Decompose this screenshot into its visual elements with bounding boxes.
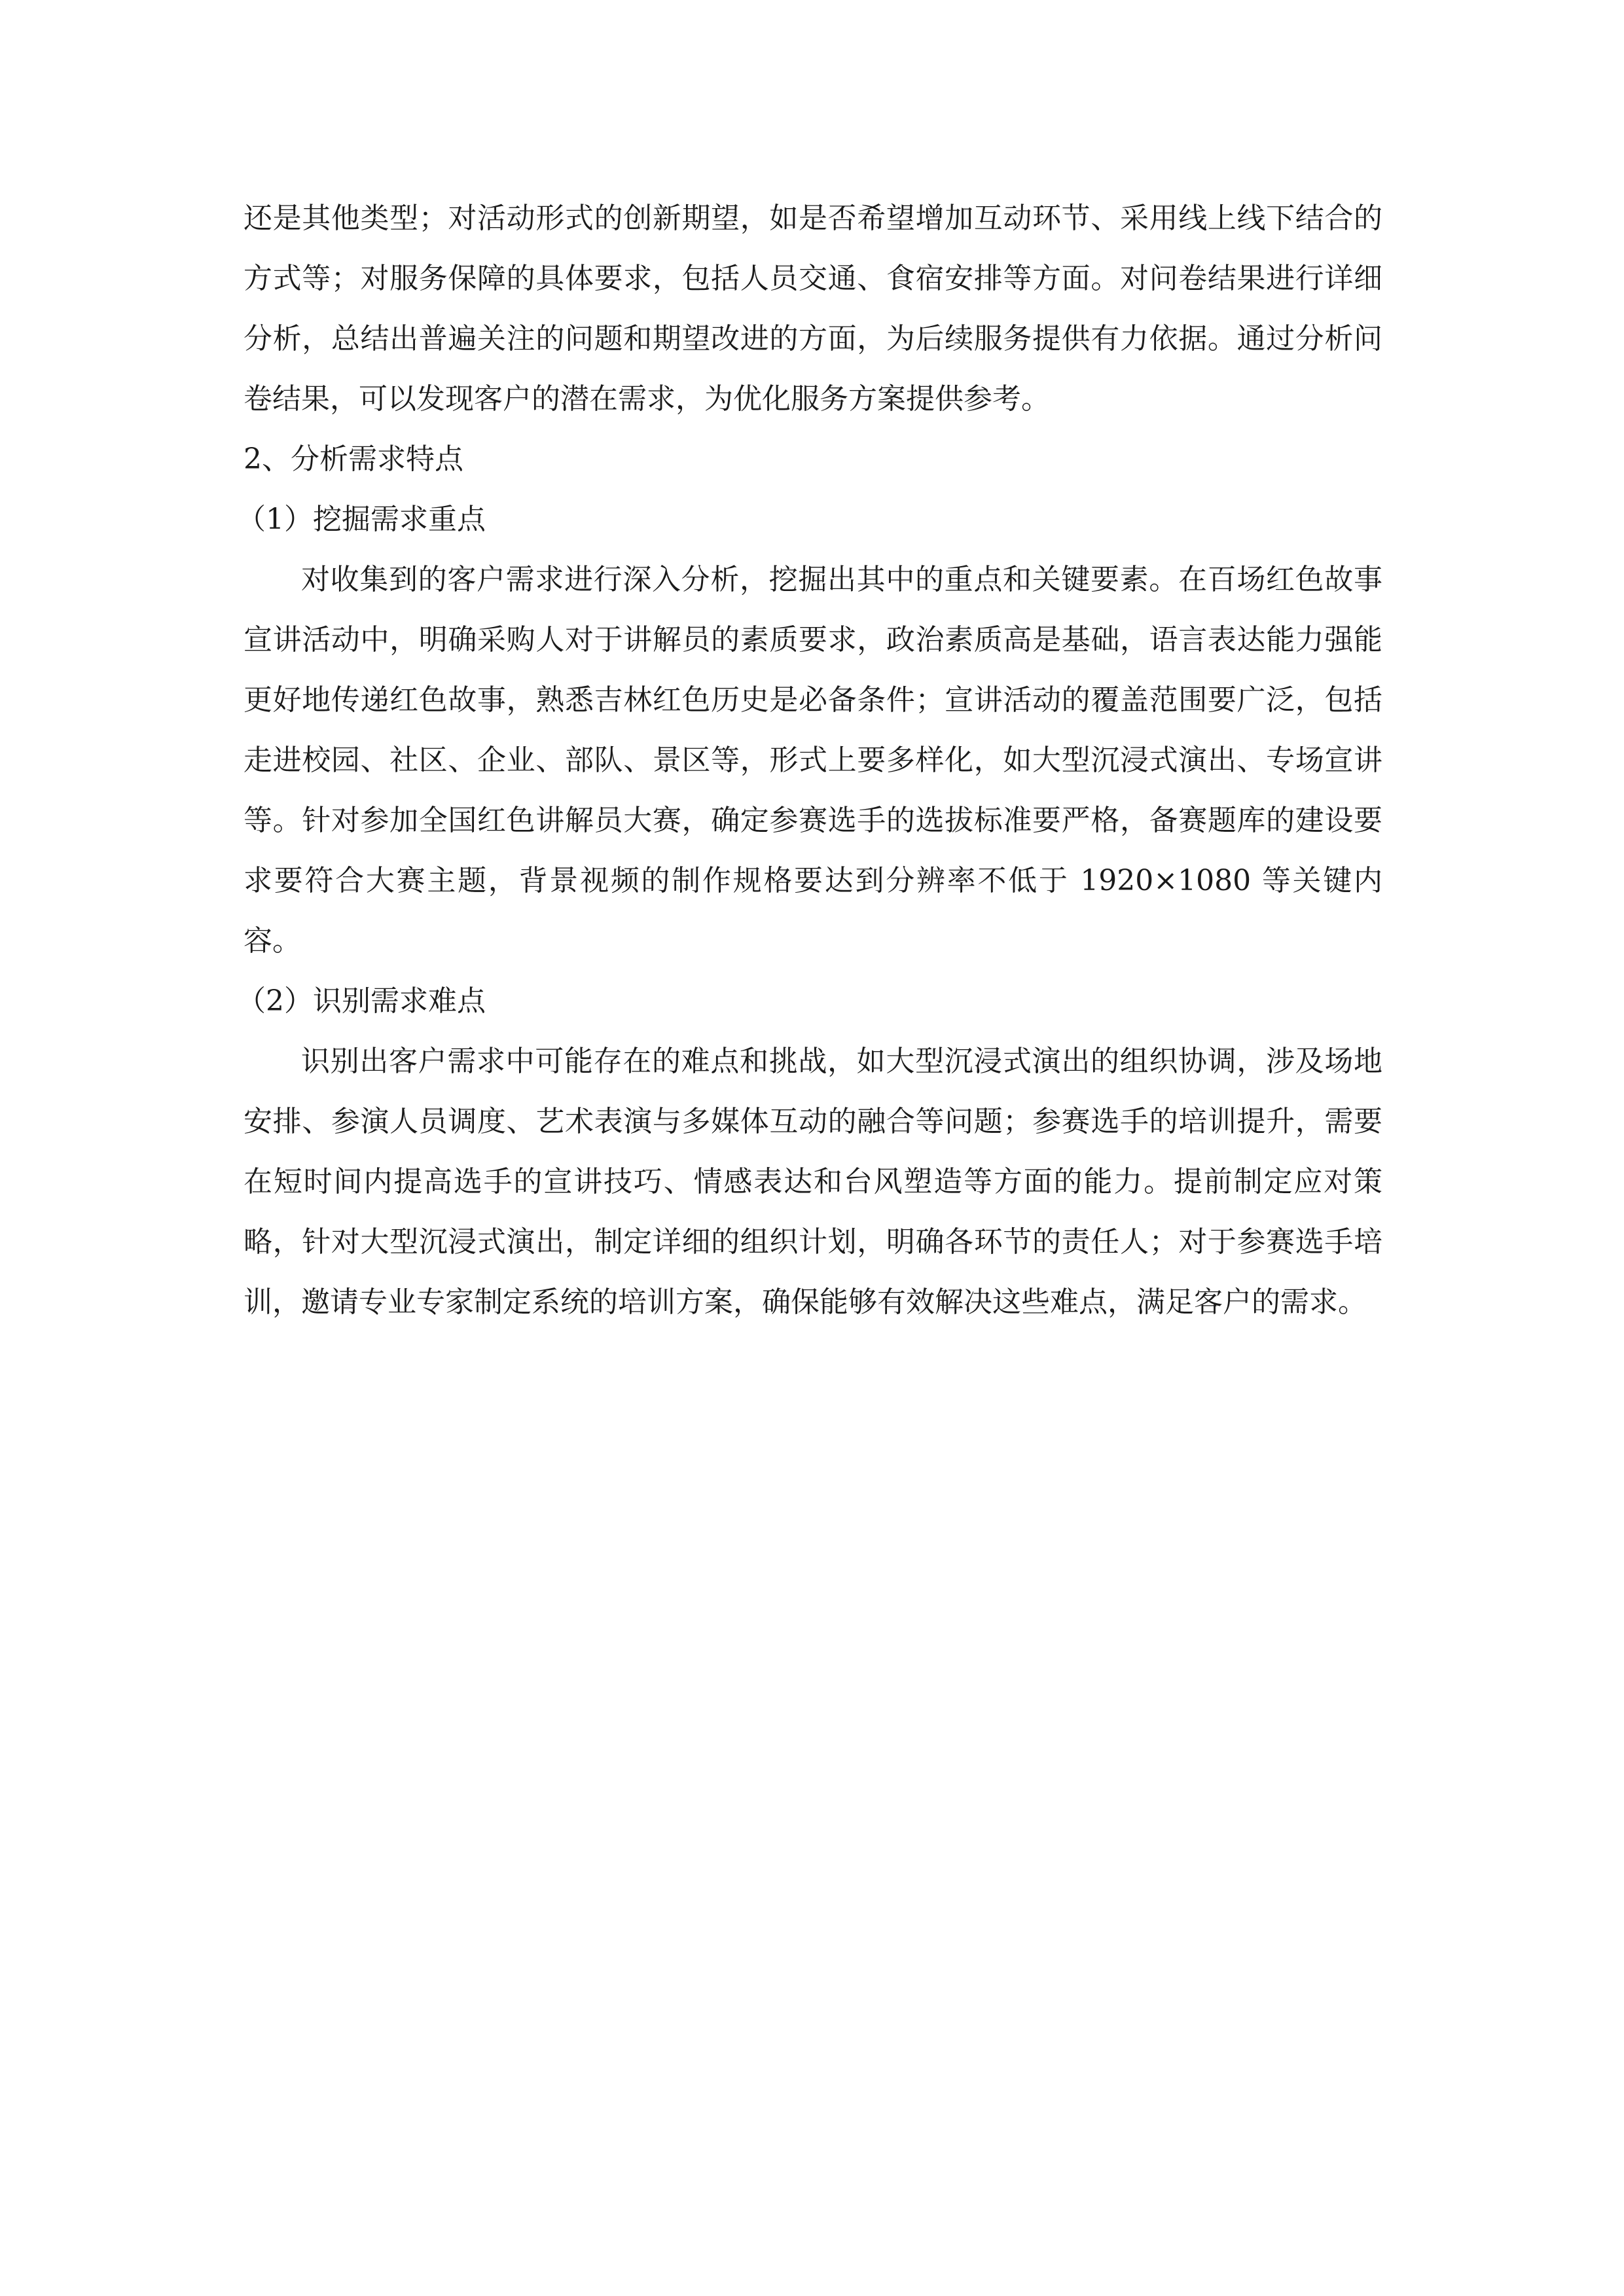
section-heading-analyze-needs: 2、分析需求特点 [244,442,463,476]
subheading-difficult-needs: （2）识别需求难点 [237,984,486,1018]
paragraph-survey-analysis: 还是其他类型；对活动形式的创新期望，如是否希望增加互动环节、采用线上线下结合的方式等；对服务保障的具体要求，包括人员交通、食宿安排等方面。对问卷结果进行详细分析，总结出普遍关注的问题和期望改进的方面，为后续服务提供有力依据。通过分析问卷结果，可以发现客户的潜在需求，为优化服务方案提供参考。 [244,202,1382,416]
document-body [237,188,1382,1333]
subheading-key-needs: （1）挖掘需求重点 [237,503,486,536]
paragraph-difficult-needs: 识别出客户需求中可能存在的难点和挑战，如大型沉浸式演出的组织协调，涉及场地安排、参演人员调度、艺术表演与多媒体互动的融合等问题；参赛选手的培训提升，需要在短时间内提高选手的宣讲技巧、情感表达和台风塑造等方面的能力。提前制定应对策略，针对大型沉浸式演出，制定详细的组织计划，明确各环节的责任人；对于参赛选手培训，邀请专业专家制定系统的培训方案，确保能够有效解决这些难点，满足客户的需求。 [244,1045,1382,1319]
paragraph-key-needs: 对收集到的客户需求进行深入分析，挖掘出其中的重点和关键要素。在百场红色故事宣讲活动中，明确采购人对于讲解员的素质要求，政治素质高是基础，语言表达能力强能更好地传递红色故事，熟悉吉林红色历史是必备条件；宣讲活动的覆盖范围要广泛，包括走进校园、社区、企业、部队、景区等，形式上要多样化，如大型沉浸式演出、专场宣讲等。针对参加全国红色讲解员大赛，确定参赛选手的选拔标准要严格，备赛题库的建设要求要符合大赛主题，背景视频的制作规格要达到分辨率不低于 1920×1080 等关键内容。 [244,563,1382,958]
